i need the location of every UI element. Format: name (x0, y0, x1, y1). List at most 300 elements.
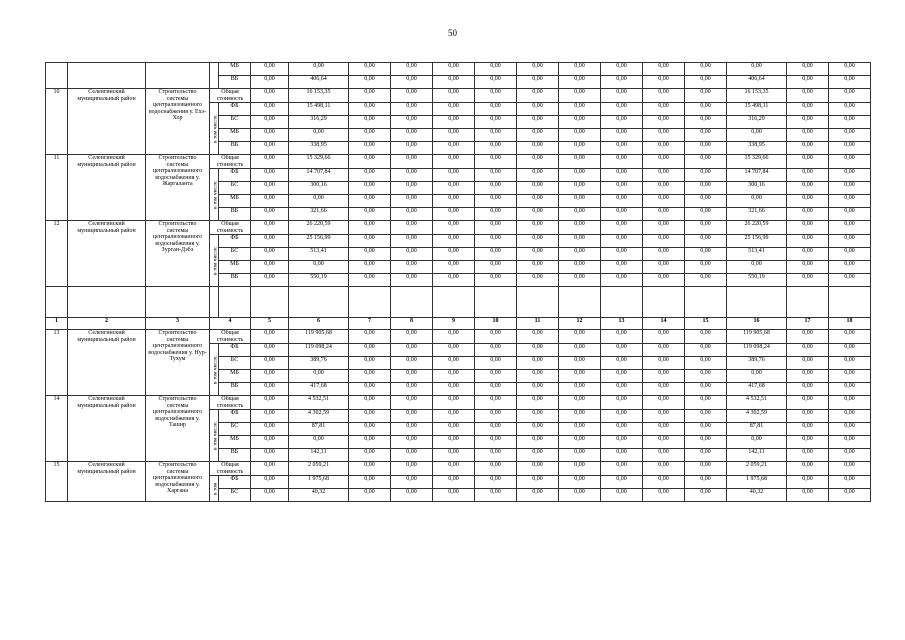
value-cell: 0,00 (475, 396, 517, 410)
value-cell: 0,00 (829, 103, 871, 116)
value-cell: 0,00 (787, 142, 829, 155)
value-cell: 0,00 (829, 436, 871, 449)
value-cell: 0,00 (517, 116, 559, 129)
empty-cell (787, 287, 829, 318)
value-cell: 0,00 (601, 330, 643, 344)
value-cell: 0,00 (559, 476, 601, 489)
empty-cell (46, 287, 68, 318)
value-cell: 0,00 (643, 208, 685, 221)
value-cell: 0,00 (559, 357, 601, 370)
value-cell: 0,00 (829, 462, 871, 476)
value-cell: 0,00 (475, 142, 517, 155)
column-number: 13 (601, 318, 643, 330)
value-cell: 0,00 (685, 63, 727, 76)
column-number: 2 (68, 318, 146, 330)
value-cell: 0,00 (349, 274, 391, 287)
value-cell: 0,00 (391, 235, 433, 248)
value-cell: 0,00 (787, 489, 829, 502)
funding-type: МБ (219, 195, 251, 208)
value-cell: 0,00 (601, 169, 643, 182)
funding-type: ВБ (219, 383, 251, 396)
value-cell: 0,00 (787, 208, 829, 221)
value-cell: 0,00 (601, 129, 643, 142)
value-cell: 16 153,35 (289, 89, 349, 103)
value-cell: 0,00 (787, 63, 829, 76)
value-cell: 0,00 (475, 274, 517, 287)
funding-type: ФБ (219, 410, 251, 423)
value-cell: 0,00 (391, 274, 433, 287)
table-row (46, 155, 871, 169)
table-section-a (46, 63, 871, 318)
value-cell: 406,64 (727, 76, 787, 89)
value-cell: 0,00 (433, 76, 475, 89)
funding-type: МБ (219, 129, 251, 142)
value-cell: 0,00 (349, 261, 391, 274)
value-cell: 0,00 (251, 344, 289, 357)
value-cell: 0,00 (433, 169, 475, 182)
value-cell: 0,00 (517, 89, 559, 103)
value-cell: 0,00 (433, 396, 475, 410)
value-cell: 0,00 (475, 410, 517, 423)
funding-type: ФБ (219, 235, 251, 248)
value-cell: 0,00 (433, 221, 475, 235)
value-cell: 0,00 (787, 330, 829, 344)
value-cell: 0,00 (475, 116, 517, 129)
value-cell: 0,00 (727, 195, 787, 208)
value-cell: 0,00 (559, 155, 601, 169)
value-cell: 0,00 (829, 129, 871, 142)
value-cell: 0,00 (433, 489, 475, 502)
value-cell: 0,00 (685, 129, 727, 142)
value-cell: 0,00 (391, 76, 433, 89)
value-cell: 40,32 (727, 489, 787, 502)
value-cell: 0,00 (349, 383, 391, 396)
value-cell: 0,00 (601, 208, 643, 221)
value-cell: 0,00 (643, 89, 685, 103)
value-cell: 0,00 (787, 357, 829, 370)
value-cell: 513,41 (727, 248, 787, 261)
value-cell: 0,00 (643, 410, 685, 423)
funding-type: ФБ (219, 169, 251, 182)
subtotal-label: в том числе: (210, 344, 219, 396)
value-cell: 0,00 (829, 370, 871, 383)
value-cell: 0,00 (391, 261, 433, 274)
value-cell: 0,00 (829, 182, 871, 195)
project-title: Строительство системы централизованного водоснабжения у. Ташир (146, 396, 210, 462)
value-cell: 0,00 (349, 142, 391, 155)
value-cell: 0,00 (251, 235, 289, 248)
value-cell: 0,00 (391, 103, 433, 116)
value-cell: 0,00 (787, 76, 829, 89)
value-cell: 0,00 (433, 383, 475, 396)
value-cell: 0,00 (787, 462, 829, 476)
value-cell: 0,00 (475, 344, 517, 357)
value-cell: 0,00 (685, 208, 727, 221)
value-cell: 0,00 (251, 195, 289, 208)
value-cell: 0,00 (433, 142, 475, 155)
value-cell: 0,00 (829, 169, 871, 182)
value-cell: 0,00 (517, 357, 559, 370)
value-cell: 0,00 (391, 195, 433, 208)
value-cell: 0,00 (685, 396, 727, 410)
value-cell: 0,00 (349, 116, 391, 129)
value-cell: 0,00 (601, 357, 643, 370)
value-cell: 0,00 (559, 330, 601, 344)
value-cell: 0,00 (391, 383, 433, 396)
value-cell: 0,00 (391, 221, 433, 235)
empty-cell (210, 287, 219, 318)
value-cell: 0,00 (685, 103, 727, 116)
value-cell: 87,81 (289, 423, 349, 436)
total-cost-label: Общая стоимость (210, 462, 251, 476)
table-row (46, 63, 871, 76)
value-cell: 0,00 (559, 76, 601, 89)
value-cell: 0,00 (829, 383, 871, 396)
value-cell: 0,00 (517, 235, 559, 248)
value-cell: 0,00 (601, 142, 643, 155)
value-cell: 16 153,35 (727, 89, 787, 103)
value-cell: 0,00 (643, 182, 685, 195)
value-cell: 0,00 (391, 208, 433, 221)
district-cell: Селенгинский муниципальный район (68, 221, 146, 287)
value-cell: 0,00 (475, 370, 517, 383)
value-cell: 0,00 (829, 142, 871, 155)
value-cell: 0,00 (787, 89, 829, 103)
column-number: 1 (46, 318, 68, 330)
value-cell: 0,00 (433, 370, 475, 383)
value-cell: 316,29 (727, 116, 787, 129)
value-cell: 0,00 (433, 476, 475, 489)
value-cell: 0,00 (433, 344, 475, 357)
empty-cell (349, 287, 391, 318)
value-cell: 0,00 (251, 449, 289, 462)
value-cell: 0,00 (643, 476, 685, 489)
value-cell: 0,00 (643, 221, 685, 235)
value-cell: 0,00 (517, 195, 559, 208)
funding-type: МБ (219, 63, 251, 76)
empty-cell (727, 287, 787, 318)
value-cell: 0,00 (517, 142, 559, 155)
empty-cell (251, 287, 289, 318)
value-cell: 0,00 (289, 129, 349, 142)
value-cell: 0,00 (685, 423, 727, 436)
value-cell: 0,00 (601, 116, 643, 129)
value-cell: 0,00 (391, 476, 433, 489)
value-cell: 0,00 (433, 261, 475, 274)
value-cell: 0,00 (685, 436, 727, 449)
value-cell: 0,00 (391, 248, 433, 261)
project-title: Строительство системы централизованного водоснабжения у. Жаргаланта (146, 155, 210, 221)
value-cell: 0,00 (251, 410, 289, 423)
value-cell: 0,00 (559, 129, 601, 142)
funding-type: ВБ (219, 449, 251, 462)
table-row (46, 287, 871, 318)
value-cell: 0,00 (475, 103, 517, 116)
empty-cell (210, 63, 219, 89)
value-cell: 0,00 (601, 462, 643, 476)
value-cell: 0,00 (391, 182, 433, 195)
value-cell: 0,00 (433, 410, 475, 423)
value-cell: 0,00 (433, 436, 475, 449)
value-cell: 0,00 (349, 449, 391, 462)
value-cell: 0,00 (829, 221, 871, 235)
value-cell: 0,00 (787, 103, 829, 116)
value-cell: 142,11 (727, 449, 787, 462)
value-cell: 0,00 (475, 63, 517, 76)
value-cell: 0,00 (517, 63, 559, 76)
value-cell: 0,00 (601, 235, 643, 248)
value-cell: 0,00 (829, 330, 871, 344)
value-cell: 0,00 (559, 63, 601, 76)
value-cell: 0,00 (643, 63, 685, 76)
value-cell: 15 329,66 (289, 155, 349, 169)
value-cell: 0,00 (643, 235, 685, 248)
value-cell: 0,00 (643, 274, 685, 287)
value-cell: 0,00 (391, 129, 433, 142)
value-cell: 0,00 (559, 248, 601, 261)
value-cell: 0,00 (251, 116, 289, 129)
value-cell: 1 975,68 (289, 476, 349, 489)
value-cell: 0,00 (601, 261, 643, 274)
value-cell: 0,00 (349, 330, 391, 344)
funding-type: МБ (219, 370, 251, 383)
value-cell: 0,00 (685, 182, 727, 195)
value-cell: 25 156,99 (289, 235, 349, 248)
value-cell: 0,00 (787, 169, 829, 182)
value-cell: 0,00 (475, 89, 517, 103)
value-cell: 0,00 (251, 182, 289, 195)
value-cell: 26 220,59 (727, 221, 787, 235)
empty-cell (146, 287, 210, 318)
value-cell: 0,00 (391, 436, 433, 449)
value-cell: 0,00 (559, 396, 601, 410)
value-cell: 0,00 (517, 155, 559, 169)
value-cell: 0,00 (643, 169, 685, 182)
value-cell: 0,00 (829, 208, 871, 221)
value-cell: 0,00 (433, 330, 475, 344)
value-cell: 0,00 (787, 344, 829, 357)
value-cell: 0,00 (601, 449, 643, 462)
value-cell: 0,00 (349, 89, 391, 103)
value-cell: 513,41 (289, 248, 349, 261)
value-cell: 0,00 (349, 357, 391, 370)
value-cell: 25 156,99 (727, 235, 787, 248)
value-cell: 2 059,21 (727, 462, 787, 476)
table-row (46, 221, 871, 235)
value-cell: 0,00 (475, 182, 517, 195)
value-cell: 0,00 (829, 261, 871, 274)
value-cell: 0,00 (251, 489, 289, 502)
value-cell: 0,00 (517, 129, 559, 142)
value-cell: 0,00 (829, 344, 871, 357)
value-cell: 0,00 (251, 129, 289, 142)
value-cell: 0,00 (829, 357, 871, 370)
funding-type: ФБ (219, 103, 251, 116)
total-cost-label: Общая стоимость (210, 89, 251, 103)
value-cell: 0,00 (829, 410, 871, 423)
value-cell: 0,00 (787, 396, 829, 410)
value-cell: 0,00 (643, 76, 685, 89)
value-cell: 0,00 (475, 330, 517, 344)
value-cell: 0,00 (685, 116, 727, 129)
value-cell: 0,00 (643, 195, 685, 208)
column-number: 4 (210, 318, 251, 330)
value-cell: 0,00 (391, 142, 433, 155)
value-cell: 300,16 (727, 182, 787, 195)
value-cell: 0,00 (349, 63, 391, 76)
value-cell: 0,00 (601, 423, 643, 436)
value-cell: 0,00 (685, 462, 727, 476)
value-cell: 0,00 (251, 370, 289, 383)
value-cell: 0,00 (391, 344, 433, 357)
value-cell: 0,00 (685, 195, 727, 208)
column-number: 18 (829, 318, 871, 330)
value-cell: 0,00 (559, 489, 601, 502)
value-cell: 0,00 (559, 195, 601, 208)
value-cell: 0,00 (475, 449, 517, 462)
total-cost-label: Общая стоимость (210, 155, 251, 169)
value-cell: 0,00 (251, 103, 289, 116)
value-cell: 338,95 (289, 142, 349, 155)
value-cell: 0,00 (475, 383, 517, 396)
value-cell: 0,00 (433, 129, 475, 142)
value-cell: 0,00 (475, 155, 517, 169)
column-number: 6 (289, 318, 349, 330)
value-cell: 406,64 (289, 76, 349, 89)
value-cell: 0,00 (251, 436, 289, 449)
value-cell: 0,00 (251, 462, 289, 476)
row-number: 15 (46, 462, 68, 502)
page-number: 50 (448, 28, 457, 38)
funding-type: ВБ (219, 274, 251, 287)
value-cell: 0,00 (349, 235, 391, 248)
district-cell: Селенгинский муниципальный район (68, 330, 146, 396)
value-cell: 0,00 (517, 248, 559, 261)
subtotal-label: в том (210, 476, 219, 502)
value-cell: 0,00 (391, 89, 433, 103)
value-cell: 0,00 (475, 76, 517, 89)
value-cell: 119 098,24 (727, 344, 787, 357)
value-cell: 0,00 (685, 370, 727, 383)
value-cell: 0,00 (727, 436, 787, 449)
value-cell: 0,00 (433, 449, 475, 462)
value-cell: 0,00 (517, 261, 559, 274)
value-cell: 0,00 (349, 221, 391, 235)
value-cell: 0,00 (517, 423, 559, 436)
value-cell: 0,00 (349, 462, 391, 476)
column-number: 15 (685, 318, 727, 330)
value-cell: 0,00 (643, 436, 685, 449)
value-cell: 0,00 (685, 169, 727, 182)
value-cell: 0,00 (685, 489, 727, 502)
value-cell: 0,00 (251, 221, 289, 235)
value-cell: 0,00 (251, 208, 289, 221)
column-number: 8 (391, 318, 433, 330)
value-cell: 0,00 (475, 235, 517, 248)
value-cell: 0,00 (643, 370, 685, 383)
value-cell: 0,00 (685, 383, 727, 396)
value-cell: 0,00 (289, 195, 349, 208)
value-cell: 0,00 (787, 423, 829, 436)
empty-cell (146, 63, 210, 89)
value-cell: 0,00 (517, 330, 559, 344)
column-number: 5 (251, 318, 289, 330)
value-cell: 0,00 (559, 142, 601, 155)
value-cell: 0,00 (601, 396, 643, 410)
value-cell: 0,00 (433, 195, 475, 208)
total-cost-label: Общая стоимость (210, 330, 251, 344)
value-cell: 0,00 (601, 221, 643, 235)
value-cell: 0,00 (391, 155, 433, 169)
empty-cell (601, 287, 643, 318)
value-cell: 0,00 (559, 274, 601, 287)
value-cell: 0,00 (251, 476, 289, 489)
empty-cell (517, 287, 559, 318)
value-cell: 0,00 (349, 129, 391, 142)
value-cell: 0,00 (685, 330, 727, 344)
value-cell: 0,00 (685, 410, 727, 423)
value-cell: 0,00 (391, 169, 433, 182)
value-cell: 0,00 (829, 89, 871, 103)
value-cell: 0,00 (251, 423, 289, 436)
value-cell: 0,00 (559, 383, 601, 396)
empty-cell (559, 287, 601, 318)
column-number: 14 (643, 318, 685, 330)
row-number: 11 (46, 155, 68, 221)
value-cell: 0,00 (643, 116, 685, 129)
value-cell: 0,00 (391, 410, 433, 423)
value-cell: 417,68 (289, 383, 349, 396)
value-cell: 0,00 (517, 476, 559, 489)
value-cell: 4 302,59 (289, 410, 349, 423)
value-cell: 0,00 (391, 396, 433, 410)
value-cell: 0,00 (685, 221, 727, 235)
value-cell: 0,00 (475, 476, 517, 489)
value-cell: 0,00 (349, 155, 391, 169)
value-cell: 0,00 (517, 436, 559, 449)
value-cell: 0,00 (829, 449, 871, 462)
project-title: Строительство системы централизованного водоснабжения у. Зурган-Дэбэ (146, 221, 210, 287)
value-cell: 0,00 (559, 423, 601, 436)
value-cell: 0,00 (643, 142, 685, 155)
district-cell: Селенгинский муниципальный район (68, 89, 146, 155)
value-cell: 119 905,68 (727, 330, 787, 344)
value-cell: 0,00 (475, 357, 517, 370)
value-cell: 0,00 (517, 208, 559, 221)
value-cell: 0,00 (391, 330, 433, 344)
value-cell: 316,29 (289, 116, 349, 129)
value-cell: 0,00 (601, 344, 643, 357)
value-cell: 0,00 (251, 155, 289, 169)
value-cell: 0,00 (391, 357, 433, 370)
value-cell: 0,00 (727, 63, 787, 76)
value-cell: 0,00 (643, 155, 685, 169)
value-cell: 40,32 (289, 489, 349, 502)
row-number: 10 (46, 89, 68, 155)
empty-cell (68, 63, 146, 89)
value-cell: 2 059,21 (289, 462, 349, 476)
value-cell: 0,00 (727, 261, 787, 274)
value-cell: 0,00 (685, 274, 727, 287)
value-cell: 0,00 (643, 248, 685, 261)
value-cell: 0,00 (685, 261, 727, 274)
value-cell: 0,00 (517, 103, 559, 116)
value-cell: 0,00 (349, 195, 391, 208)
value-cell: 0,00 (787, 129, 829, 142)
value-cell: 0,00 (475, 208, 517, 221)
value-cell: 0,00 (475, 423, 517, 436)
value-cell: 0,00 (787, 221, 829, 235)
